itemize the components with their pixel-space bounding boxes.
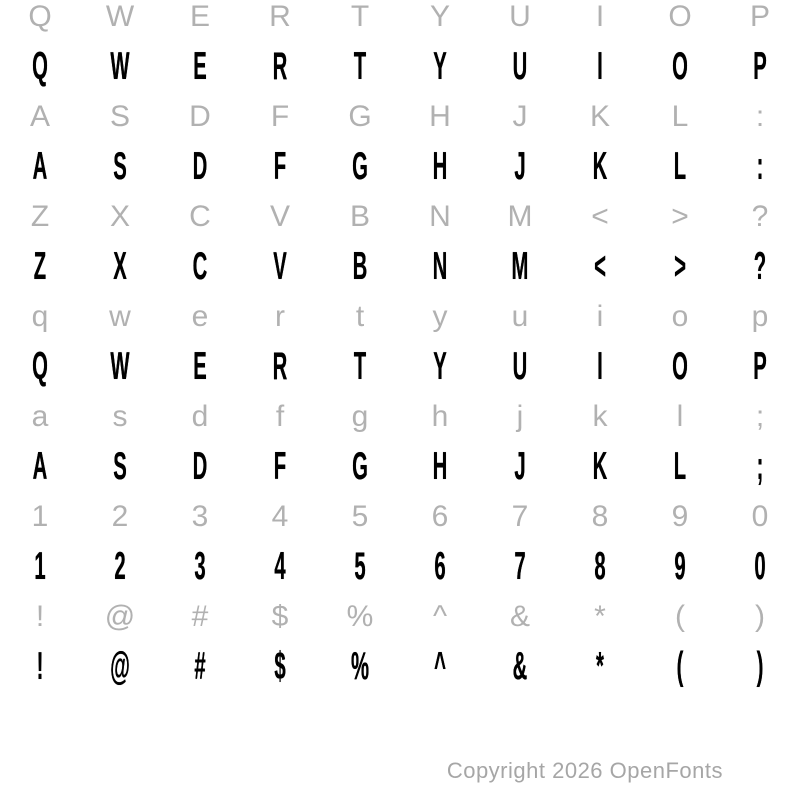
copyright-text: Copyright 2026 OpenFonts xyxy=(446,758,723,783)
specimen-row-lowercase-home xyxy=(0,442,800,492)
specimen-glyph: S xyxy=(113,445,127,488)
specimen-glyph: Y xyxy=(433,45,447,88)
specimen-glyph: ? xyxy=(753,245,767,288)
specimen-row-uppercase-home xyxy=(0,142,800,192)
reference-glyph: @ xyxy=(104,600,136,633)
specimen-glyph: * xyxy=(596,645,604,688)
reference-glyph: 2 xyxy=(111,500,129,533)
specimen-glyph: O xyxy=(672,345,688,388)
specimen-glyph: U xyxy=(512,45,528,88)
reference-glyph: C xyxy=(189,200,211,233)
specimen-glyph: Y xyxy=(433,345,447,388)
specimen-glyph: 9 xyxy=(674,545,686,588)
specimen-glyph: > xyxy=(674,245,686,288)
specimen-glyph: % xyxy=(350,645,370,688)
specimen-glyph: K xyxy=(592,145,608,188)
reference-glyph: w xyxy=(109,300,131,333)
specimen-row-uppercase-top xyxy=(0,42,800,92)
specimen-row-lowercase-top xyxy=(0,342,800,392)
specimen-glyph: G xyxy=(352,145,368,188)
reference-glyph: ) xyxy=(755,600,765,633)
specimen-glyph: A xyxy=(32,145,48,188)
reference-row-uppercase-bottom xyxy=(0,192,800,242)
specimen-glyph: 4 xyxy=(274,545,286,588)
specimen-glyph: 5 xyxy=(354,545,366,588)
specimen-row-symbols xyxy=(0,642,800,692)
reference-glyph: y xyxy=(432,300,448,333)
specimen-glyph: U xyxy=(512,345,528,388)
reference-glyph: Q xyxy=(28,0,52,33)
specimen-glyph: J xyxy=(514,445,526,488)
specimen-glyph: C xyxy=(192,245,208,288)
specimen-glyph: W xyxy=(110,345,130,388)
reference-row-lowercase-top xyxy=(0,292,800,342)
reference-glyph: h xyxy=(431,400,449,433)
reference-row-uppercase-home xyxy=(0,92,800,142)
reference-glyph: 5 xyxy=(351,500,369,533)
reference-glyph: # xyxy=(191,600,209,633)
specimen-glyph: K xyxy=(592,445,608,488)
reference-glyph: e xyxy=(191,300,209,333)
reference-glyph: E xyxy=(189,0,210,33)
specimen-glyph: T xyxy=(353,345,367,388)
reference-glyph: 7 xyxy=(511,500,529,533)
reference-glyph: d xyxy=(191,400,209,433)
reference-glyph: r xyxy=(275,300,285,333)
specimen-glyph: 6 xyxy=(434,545,446,588)
reference-glyph: ! xyxy=(35,600,45,633)
specimen-glyph: Q xyxy=(32,345,48,388)
specimen-glyph: < xyxy=(594,245,606,288)
reference-glyph: : xyxy=(755,100,765,133)
specimen-glyph: D xyxy=(192,445,208,488)
specimen-glyph: O xyxy=(672,45,688,88)
reference-glyph: H xyxy=(429,100,451,133)
reference-glyph: o xyxy=(671,300,689,333)
reference-glyph: 6 xyxy=(431,500,449,533)
reference-glyph: l xyxy=(676,400,684,433)
specimen-glyph: E xyxy=(193,45,207,88)
reference-glyph: f xyxy=(275,400,285,433)
reference-glyph: s xyxy=(112,400,128,433)
specimen-glyph: Q xyxy=(32,45,48,88)
specimen-glyph: V xyxy=(273,245,287,288)
reference-glyph: ; xyxy=(755,400,765,433)
reference-glyph: N xyxy=(429,200,451,233)
specimen-glyph: ^ xyxy=(434,645,446,688)
reference-glyph: R xyxy=(269,0,291,33)
specimen-glyph: ; xyxy=(756,445,764,488)
reference-glyph: ^ xyxy=(432,600,448,633)
reference-glyph: P xyxy=(749,0,770,33)
reference-glyph: 3 xyxy=(191,500,209,533)
specimen-glyph: H xyxy=(432,145,448,188)
specimen-glyph: H xyxy=(432,445,448,488)
reference-glyph: i xyxy=(596,300,604,333)
reference-glyph: D xyxy=(189,100,211,133)
reference-glyph: X xyxy=(109,200,130,233)
reference-glyph: 1 xyxy=(31,500,49,533)
specimen-glyph: E xyxy=(193,345,207,388)
specimen-glyph: R xyxy=(272,45,288,88)
reference-glyph: ? xyxy=(751,200,769,233)
reference-glyph: Z xyxy=(30,200,50,233)
specimen-glyph: J xyxy=(514,145,526,188)
reference-glyph: a xyxy=(31,400,49,433)
reference-glyph: k xyxy=(592,400,608,433)
reference-glyph: O xyxy=(668,0,692,33)
reference-glyph: < xyxy=(591,200,609,233)
specimen-glyph: X xyxy=(113,245,127,288)
reference-glyph: % xyxy=(346,600,374,633)
specimen-glyph: R xyxy=(272,345,288,388)
specimen-glyph: @ xyxy=(110,645,130,688)
specimen-glyph: A xyxy=(32,445,48,488)
specimen-glyph: $ xyxy=(274,645,286,688)
reference-glyph: j xyxy=(516,400,524,433)
specimen-glyph: 0 xyxy=(754,545,766,588)
reference-row-uppercase-top xyxy=(0,0,800,42)
reference-glyph: A xyxy=(29,100,50,133)
specimen-glyph: ( xyxy=(676,645,684,688)
reference-glyph: & xyxy=(509,600,530,633)
specimen-glyph: & xyxy=(512,645,528,688)
specimen-glyph: I xyxy=(597,45,603,88)
specimen-glyph: W xyxy=(110,45,130,88)
reference-glyph: $ xyxy=(271,600,289,633)
specimen-glyph: N xyxy=(432,245,448,288)
specimen-glyph: F xyxy=(273,445,287,488)
specimen-glyph: G xyxy=(352,445,368,488)
reference-glyph: ( xyxy=(675,600,685,633)
specimen-glyph: ! xyxy=(36,645,44,688)
specimen-glyph: 8 xyxy=(594,545,606,588)
specimen-glyph: L xyxy=(673,145,687,188)
specimen-glyph: P xyxy=(753,45,767,88)
specimen-glyph: S xyxy=(113,145,127,188)
reference-glyph: K xyxy=(589,100,610,133)
specimen-glyph: : xyxy=(756,145,764,188)
specimen-glyph: 1 xyxy=(34,545,46,588)
specimen-glyph: Z xyxy=(33,245,47,288)
specimen-glyph: M xyxy=(511,245,529,288)
reference-glyph: u xyxy=(511,300,529,333)
specimen-glyph: D xyxy=(192,145,208,188)
reference-glyph: S xyxy=(109,100,130,133)
specimen-glyph: # xyxy=(194,645,206,688)
reference-glyph: p xyxy=(751,300,769,333)
specimen-glyph: L xyxy=(673,445,687,488)
reference-glyph: q xyxy=(31,300,49,333)
reference-glyph: F xyxy=(270,100,290,133)
specimen-glyph: B xyxy=(352,245,368,288)
specimen-glyph: 2 xyxy=(114,545,126,588)
reference-glyph: 9 xyxy=(671,500,689,533)
reference-glyph: J xyxy=(512,100,528,133)
reference-glyph: G xyxy=(348,100,372,133)
specimen-glyph: ) xyxy=(756,645,764,688)
specimen-glyph: F xyxy=(273,145,287,188)
specimen-glyph: I xyxy=(597,345,603,388)
reference-glyph: V xyxy=(269,200,290,233)
reference-glyph: I xyxy=(595,0,605,33)
reference-glyph: > xyxy=(671,200,689,233)
specimen-glyph: T xyxy=(353,45,367,88)
reference-glyph: M xyxy=(507,200,533,233)
reference-row-symbols xyxy=(0,592,800,642)
specimen-glyph: P xyxy=(753,345,767,388)
specimen-row-uppercase-bottom xyxy=(0,242,800,292)
specimen-glyph: 7 xyxy=(514,545,526,588)
reference-glyph: 8 xyxy=(591,500,609,533)
reference-glyph: Y xyxy=(429,0,450,33)
reference-row-lowercase-home xyxy=(0,392,800,442)
reference-glyph: L xyxy=(671,100,689,133)
specimen-glyph: 3 xyxy=(194,545,206,588)
reference-row-digits xyxy=(0,492,800,542)
reference-glyph: T xyxy=(350,0,370,33)
reference-glyph: U xyxy=(509,0,531,33)
reference-glyph: g xyxy=(351,400,369,433)
reference-glyph: * xyxy=(594,600,606,633)
reference-glyph: 4 xyxy=(271,500,289,533)
specimen-row-digits xyxy=(0,542,800,592)
reference-glyph: B xyxy=(349,200,370,233)
reference-glyph: t xyxy=(355,300,365,333)
reference-glyph: W xyxy=(105,0,135,33)
reference-glyph: 0 xyxy=(751,500,769,533)
